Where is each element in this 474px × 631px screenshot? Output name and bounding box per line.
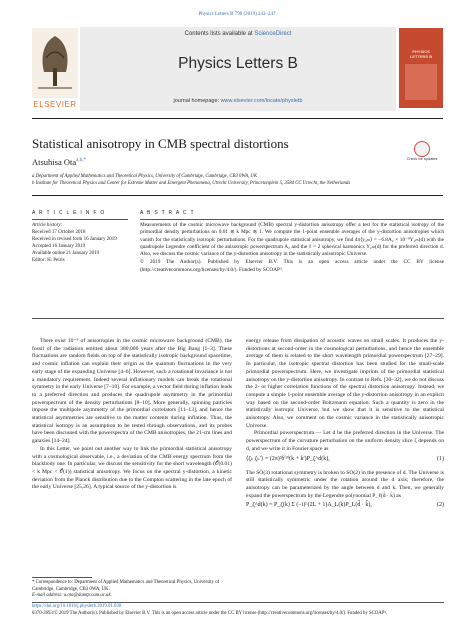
journal-homepage [80, 98, 396, 104]
accepted-date: Accepted 16 January 2019 [32, 244, 86, 249]
abstract-heading: A B S T R A C T [140, 210, 195, 216]
article-info-rule [32, 219, 128, 220]
article-info-heading: A R T I C L E I N F O [32, 210, 106, 216]
contents-line [80, 31, 396, 37]
author-name[interactable]: Atsuhisa Ota [32, 157, 77, 167]
intro-paragraph-2: In this Letter, we point out another way to link the primordial statistical anisotropy with a cosmological observable, i.e., a deviation of the CMB energy spectrum from the blackbody one. In particular, we discuss the sensitivity for the short wavelength (𝒪(0.01) < k Mpc < 𝒪(1)) statistical anisotropy. We focus on the spectral y-distortion, a kinetic deviation from the Planck distribution due to the Compton scattering in the late epoch of the early Universe [25,26]. A typical source of the y-distortion is [32, 445, 232, 491]
right-paragraph-1: energy release from dissipation of acoustic waves on small scales. It produces the y-distortions at second-order in the cosmological perturbations, and hence the ensemble average of them is related to the short wavelength primordial powerspectrum [27–29]. In particular, the isotropic spectral distortion has been studied for the small-scale primordial powerspectrum. Here, we investigate imprints of the primordial statistical anisotropy on the y-distortion anisotropy. In contrast to Refs. [30–32], we do not discuss the 2- or higher correlation functions of the spectral distortion anisotropy. Instead, we compute a simple 1-point ensemble average of the y-distortion anisotropy in an explicit way based on the second-order Boltzmann equation. Such a quantity is zero in the statistically isotropic Universe, but we show that it is sensitive to the statistical anisotropy. Also, we comment on the cosmic variance in the statistically anisotropic Universe. [246, 338, 444, 429]
right-column [246, 338, 444, 516]
right-paragraph-2: Primordial powerspectrum.— Let d be the preferred direction in the Universe. The powerspectrum of the curvature perturbation on the uniform density slice ζ depends on d, and we write it in Fourier space as [246, 430, 444, 452]
publisher-name: ELSEVIER [33, 100, 77, 109]
intro-paragraph-1: There exist 10⁻⁵ of anisotropies in the cosmic microwave background (CMB), the fossil of the radiation emitted about 380,000 years after the Big Bang [1–3]. These fluctuations are random fields on top of the statistically isotropic background spacetime, and cosmic inflation can explain their origin as the quantum fluctuations in the very early stage of the expanding Universe [4–6]. However, such a rotational invariance is not a mandatory requirement. Indeed several inflationary models can break the rotational symmetry in the early Universe [7–10]. For example, a vector field during inflation leads to a preferred direction and produces the quadrupole asymmetry in the primordial powerspectrum of the density perturbations [8–10]. More generally, spinning particles impose the multipole asymmetry of the primordial correlators [11–13], and hence the statistical asymmetries are sensitive to the matter contents during inflation. Thus, the statistical isotropy is an assumption to be tested through observations, and its probes have been discussed with the powerspectra of the CMB anisotropies, the 21-cm lines and galaxies [14–24]. [32, 338, 232, 445]
author-marks: a,b,* [76, 158, 86, 164]
article-title: Statistical anisotropy in CMB spectral distortions [32, 136, 289, 151]
doi-link[interactable]: https://doi.org/10.1016/j.physletb.2019.01.030 [32, 604, 122, 609]
received-date: Received 17 October 2018 [32, 230, 86, 235]
abstract-body [140, 222, 444, 274]
equation-2-body: P_ζ^d(k) = P_ζ(k) Σ (−i)ᴸ(2L + 1)A_L(k)P_L(d̂ · k̂), [246, 502, 372, 509]
contents-prefix: Contents lists available at [184, 31, 253, 37]
cover-art [405, 64, 437, 100]
affiliation-b: b Institute for Theoretical Physics and Center for Extreme Matter and Emergent Phenomena, Utrecht University, Princetonplein 5, 3584 CC Utrecht, the Netherlands [32, 181, 351, 186]
journal-cover [399, 28, 443, 108]
editor-line: Editor: H. Peiris [32, 258, 65, 263]
header-rule [32, 118, 443, 119]
bottom-rule [32, 602, 444, 603]
equation-2-number: (2) [437, 502, 444, 509]
sciencedirect-link[interactable]: ScienceDirect [254, 31, 292, 37]
online-date: Available online 21 January 2019 [32, 251, 100, 256]
footnote-rule [32, 577, 92, 578]
correspondence-footnote: * Correspondence to: Department of Applied Mathematics and Theoretical Physics, University of Cambridge, Cambridge, CB3 0WA, UK. [32, 580, 220, 592]
doi-line [32, 604, 444, 611]
author-line [32, 157, 86, 167]
affiliation-rule [32, 195, 443, 196]
revised-date: Received in revised form 16 January 2019 [32, 237, 117, 242]
article-history-label: Article history: [32, 223, 63, 228]
abstract-copyright: © 2019 The Author(s). Published by Elsevier B.V. This is an open access article under the CC BY license (http://creativecommons.org/licenses/by/4.0/). Funded by SCOAP³. [140, 259, 444, 273]
license-line: 0370-2693/© 2019 The Author(s). Published by Elsevier B.V. This is an open access article under the CC BY license (http://creativecommons.org/licenses/by/4.0/). Funded by SCOAP³. [32, 611, 388, 616]
cover-title: PHYSICS LETTERS B [409, 49, 433, 59]
email-footnote[interactable]: E-mail address: a.ota@damtp.cam.ac.uk. [32, 593, 112, 598]
journal-reference[interactable]: Physics Letters B 790 (2019) 243–247 [198, 12, 276, 17]
abstract-paragraph: Measurements of the cosmic microwave background (CMB) spectral y-distortion anisotropy offer a test for the statistical isotropy of the primordial density perturbations on 0.01 ≲ k Mpc ≲ 1. We compute the 1-point ensemble averages of the y-distortion anisotropies which vanish for the statistically isotropic perturbations. For the quadrupole statistical anisotropy, we find 4π⟨y₂ₘ⟩ = −6.8A₂ × 10⁻⁹Y₂ₘ(d) with the quadrupole Legendre coefficient of the anisotropic powerspectrum A₂ and the ℓ = 2 spherical harmonics Y₂ₘ(d) for the preferred direction d. Also, we discuss the cosmic variance of the y-distortion anisotropy in the statistically anisotropic Universe. [140, 222, 444, 258]
check-updates-icon [414, 141, 430, 157]
affiliation-a: a Department of Applied Mathematics and Theoretical Physics, University of Cambridge, Cambridge, CB3 0WA, UK [32, 174, 258, 179]
left-column [32, 338, 232, 492]
journal-title: Physics Letters B [178, 55, 298, 72]
equation-1-body: ⟨ζₖ ζₖ'⟩ = (2π)³δ⁽³⁾(k + k')P_ζ^d(k), [246, 455, 330, 462]
abstract-bottom-rule [32, 318, 444, 319]
homepage-link[interactable]: www.elsevier.com/locate/physletb [220, 98, 303, 104]
equation-2 [246, 502, 444, 514]
check-for-updates-button[interactable] [402, 141, 442, 171]
right-paragraph-3: The SO(3) rotational symmetry is broken to SO(2) in the presence of d. The Universe is still statistically symmetric under the rotation around the d axis; therefore, the anisotropy can be parameterized by the angle between d and k. Then, we generally expand the powerspectrum by the Legendre polynomial P_ℓ(d̂ · k̂) as [246, 469, 444, 499]
abstract-rule [140, 219, 444, 220]
equation-1 [246, 456, 444, 468]
check-updates-label: Check for updates [406, 157, 438, 161]
equation-1-number: (1) [437, 455, 444, 462]
homepage-label: journal homepage: [173, 98, 221, 104]
